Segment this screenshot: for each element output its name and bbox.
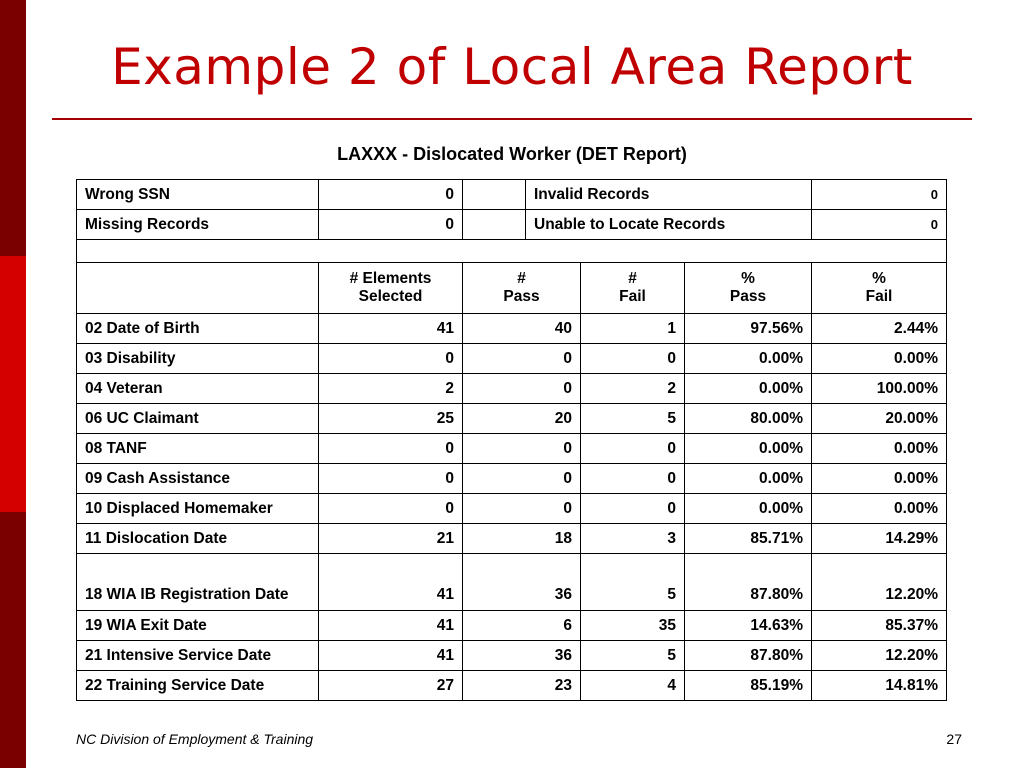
header-line: Pass bbox=[503, 288, 540, 305]
unable-to-locate-value: 0 bbox=[812, 210, 947, 240]
missing-records-label: Missing Records bbox=[77, 210, 319, 240]
summary-row bbox=[77, 210, 947, 240]
header-cell-empty bbox=[77, 263, 319, 314]
pass-count: 0 bbox=[463, 494, 581, 524]
elements-selected: 27 bbox=[319, 671, 463, 701]
summary-spacer bbox=[463, 180, 526, 209]
header-line: % bbox=[872, 270, 886, 287]
pass-percent: 0.00% bbox=[685, 434, 812, 464]
blank-row bbox=[77, 240, 947, 263]
header-elements-selected bbox=[319, 263, 463, 314]
pass-percent: 0.00% bbox=[685, 464, 812, 494]
header-pass-percent bbox=[685, 263, 812, 314]
sidebar-segment bbox=[0, 256, 26, 512]
fail-count: 0 bbox=[581, 494, 685, 524]
elements-selected: 41 bbox=[319, 611, 463, 641]
elements-selected: 21 bbox=[319, 524, 463, 554]
pass-count: 0 bbox=[463, 344, 581, 374]
invalid-records-value: 0 bbox=[812, 180, 947, 210]
table-row bbox=[77, 641, 947, 671]
fail-percent: 14.81% bbox=[812, 671, 947, 701]
pass-count: 36 bbox=[463, 554, 581, 611]
fail-count: 5 bbox=[581, 554, 685, 611]
pass-percent: 97.56% bbox=[685, 314, 812, 344]
pass-count: 23 bbox=[463, 671, 581, 701]
table-row bbox=[77, 554, 947, 611]
table-row bbox=[77, 494, 947, 524]
summary-inner-cell bbox=[463, 180, 812, 210]
pass-percent: 87.80% bbox=[685, 641, 812, 671]
fail-count: 3 bbox=[581, 524, 685, 554]
pass-count: 18 bbox=[463, 524, 581, 554]
fail-count: 1 bbox=[581, 314, 685, 344]
element-name: 09 Cash Assistance bbox=[77, 464, 319, 494]
table-row bbox=[77, 524, 947, 554]
header-line: Fail bbox=[865, 288, 893, 305]
header-line: # bbox=[628, 270, 637, 287]
fail-count: 35 bbox=[581, 611, 685, 641]
element-name: 03 Disability bbox=[77, 344, 319, 374]
sidebar-segment bbox=[0, 512, 26, 768]
fail-count: 0 bbox=[581, 344, 685, 374]
page-number: 27 bbox=[946, 731, 962, 747]
table-row bbox=[77, 434, 947, 464]
fail-count: 5 bbox=[581, 404, 685, 434]
fail-count: 2 bbox=[581, 374, 685, 404]
header-line: Selected bbox=[358, 288, 423, 305]
elements-selected: 41 bbox=[319, 641, 463, 671]
pass-percent: 80.00% bbox=[685, 404, 812, 434]
elements-selected: 0 bbox=[319, 494, 463, 524]
unable-to-locate-label: Unable to Locate Records bbox=[534, 215, 726, 233]
element-name: 21 Intensive Service Date bbox=[77, 641, 319, 671]
header-line: Pass bbox=[729, 288, 767, 305]
report-table bbox=[76, 179, 947, 701]
pass-count: 36 bbox=[463, 641, 581, 671]
fail-percent: 85.37% bbox=[812, 611, 947, 641]
pass-percent: 85.71% bbox=[685, 524, 812, 554]
elements-selected: 0 bbox=[319, 464, 463, 494]
header-line: % bbox=[741, 270, 755, 287]
header-line: # bbox=[517, 270, 526, 287]
blank-cell bbox=[77, 240, 947, 263]
element-name: 06 UC Claimant bbox=[77, 404, 319, 434]
element-name: 08 TANF bbox=[77, 434, 319, 464]
fail-percent: 12.20% bbox=[812, 554, 947, 611]
header-fail-count bbox=[581, 263, 685, 314]
element-name: 11 Dislocation Date bbox=[77, 524, 319, 554]
fail-percent: 0.00% bbox=[812, 464, 947, 494]
pass-count: 20 bbox=[463, 404, 581, 434]
table-row bbox=[77, 464, 947, 494]
invalid-records-label: Invalid Records bbox=[534, 185, 650, 203]
report-subtitle: LAXXX - Dislocated Worker (DET Report) bbox=[337, 144, 687, 164]
pass-count: 40 bbox=[463, 314, 581, 344]
elements-selected: 41 bbox=[319, 314, 463, 344]
table-row bbox=[77, 404, 947, 434]
pass-count: 0 bbox=[463, 464, 581, 494]
pass-percent: 87.80% bbox=[685, 554, 812, 611]
pass-percent: 14.63% bbox=[685, 611, 812, 641]
table-row bbox=[77, 374, 947, 404]
fail-count: 0 bbox=[581, 464, 685, 494]
fail-percent: 0.00% bbox=[812, 344, 947, 374]
header-pass-count bbox=[463, 263, 581, 314]
elements-selected: 41 bbox=[319, 554, 463, 611]
fail-percent: 20.00% bbox=[812, 404, 947, 434]
element-name: 02 Date of Birth bbox=[77, 314, 319, 344]
summary-inner-cell bbox=[463, 210, 812, 240]
footer-organization: NC Division of Employment & Training bbox=[76, 731, 314, 747]
header-fail-percent bbox=[812, 263, 947, 314]
title-divider bbox=[52, 118, 972, 120]
header-line: Fail bbox=[619, 288, 646, 305]
pass-percent: 0.00% bbox=[685, 494, 812, 524]
element-name: 19 WIA Exit Date bbox=[77, 611, 319, 641]
slide-title: Example 2 of Local Area Report bbox=[111, 38, 913, 96]
fail-percent: 2.44% bbox=[812, 314, 947, 344]
table-row bbox=[77, 611, 947, 641]
missing-records-value: 0 bbox=[319, 210, 463, 240]
elements-selected: 2 bbox=[319, 374, 463, 404]
fail-percent: 100.00% bbox=[812, 374, 947, 404]
column-header-row bbox=[77, 263, 947, 314]
fail-percent: 12.20% bbox=[812, 641, 947, 671]
pass-percent: 85.19% bbox=[685, 671, 812, 701]
fail-percent: 14.29% bbox=[812, 524, 947, 554]
wrong-ssn-label: Wrong SSN bbox=[77, 180, 319, 210]
summary-spacer bbox=[463, 210, 526, 239]
pass-count: 0 bbox=[463, 434, 581, 464]
header-line: # Elements bbox=[349, 270, 432, 287]
pass-count: 6 bbox=[463, 611, 581, 641]
element-name: 18 WIA IB Registration Date bbox=[77, 554, 319, 611]
table-row bbox=[77, 344, 947, 374]
elements-selected: 0 bbox=[319, 434, 463, 464]
pass-percent: 0.00% bbox=[685, 374, 812, 404]
summary-row bbox=[77, 180, 947, 210]
pass-percent: 0.00% bbox=[685, 344, 812, 374]
table-row bbox=[77, 671, 947, 701]
elements-selected: 25 bbox=[319, 404, 463, 434]
fail-count: 0 bbox=[581, 434, 685, 464]
element-name: 04 Veteran bbox=[77, 374, 319, 404]
fail-count: 5 bbox=[581, 641, 685, 671]
element-name: 10 Displaced Homemaker bbox=[77, 494, 319, 524]
element-name: 22 Training Service Date bbox=[77, 671, 319, 701]
decorative-sidebar bbox=[0, 0, 26, 768]
wrong-ssn-value: 0 bbox=[319, 180, 463, 210]
fail-percent: 0.00% bbox=[812, 494, 947, 524]
table-row bbox=[77, 314, 947, 344]
pass-count: 0 bbox=[463, 374, 581, 404]
fail-count: 4 bbox=[581, 671, 685, 701]
elements-selected: 0 bbox=[319, 344, 463, 374]
fail-percent: 0.00% bbox=[812, 434, 947, 464]
